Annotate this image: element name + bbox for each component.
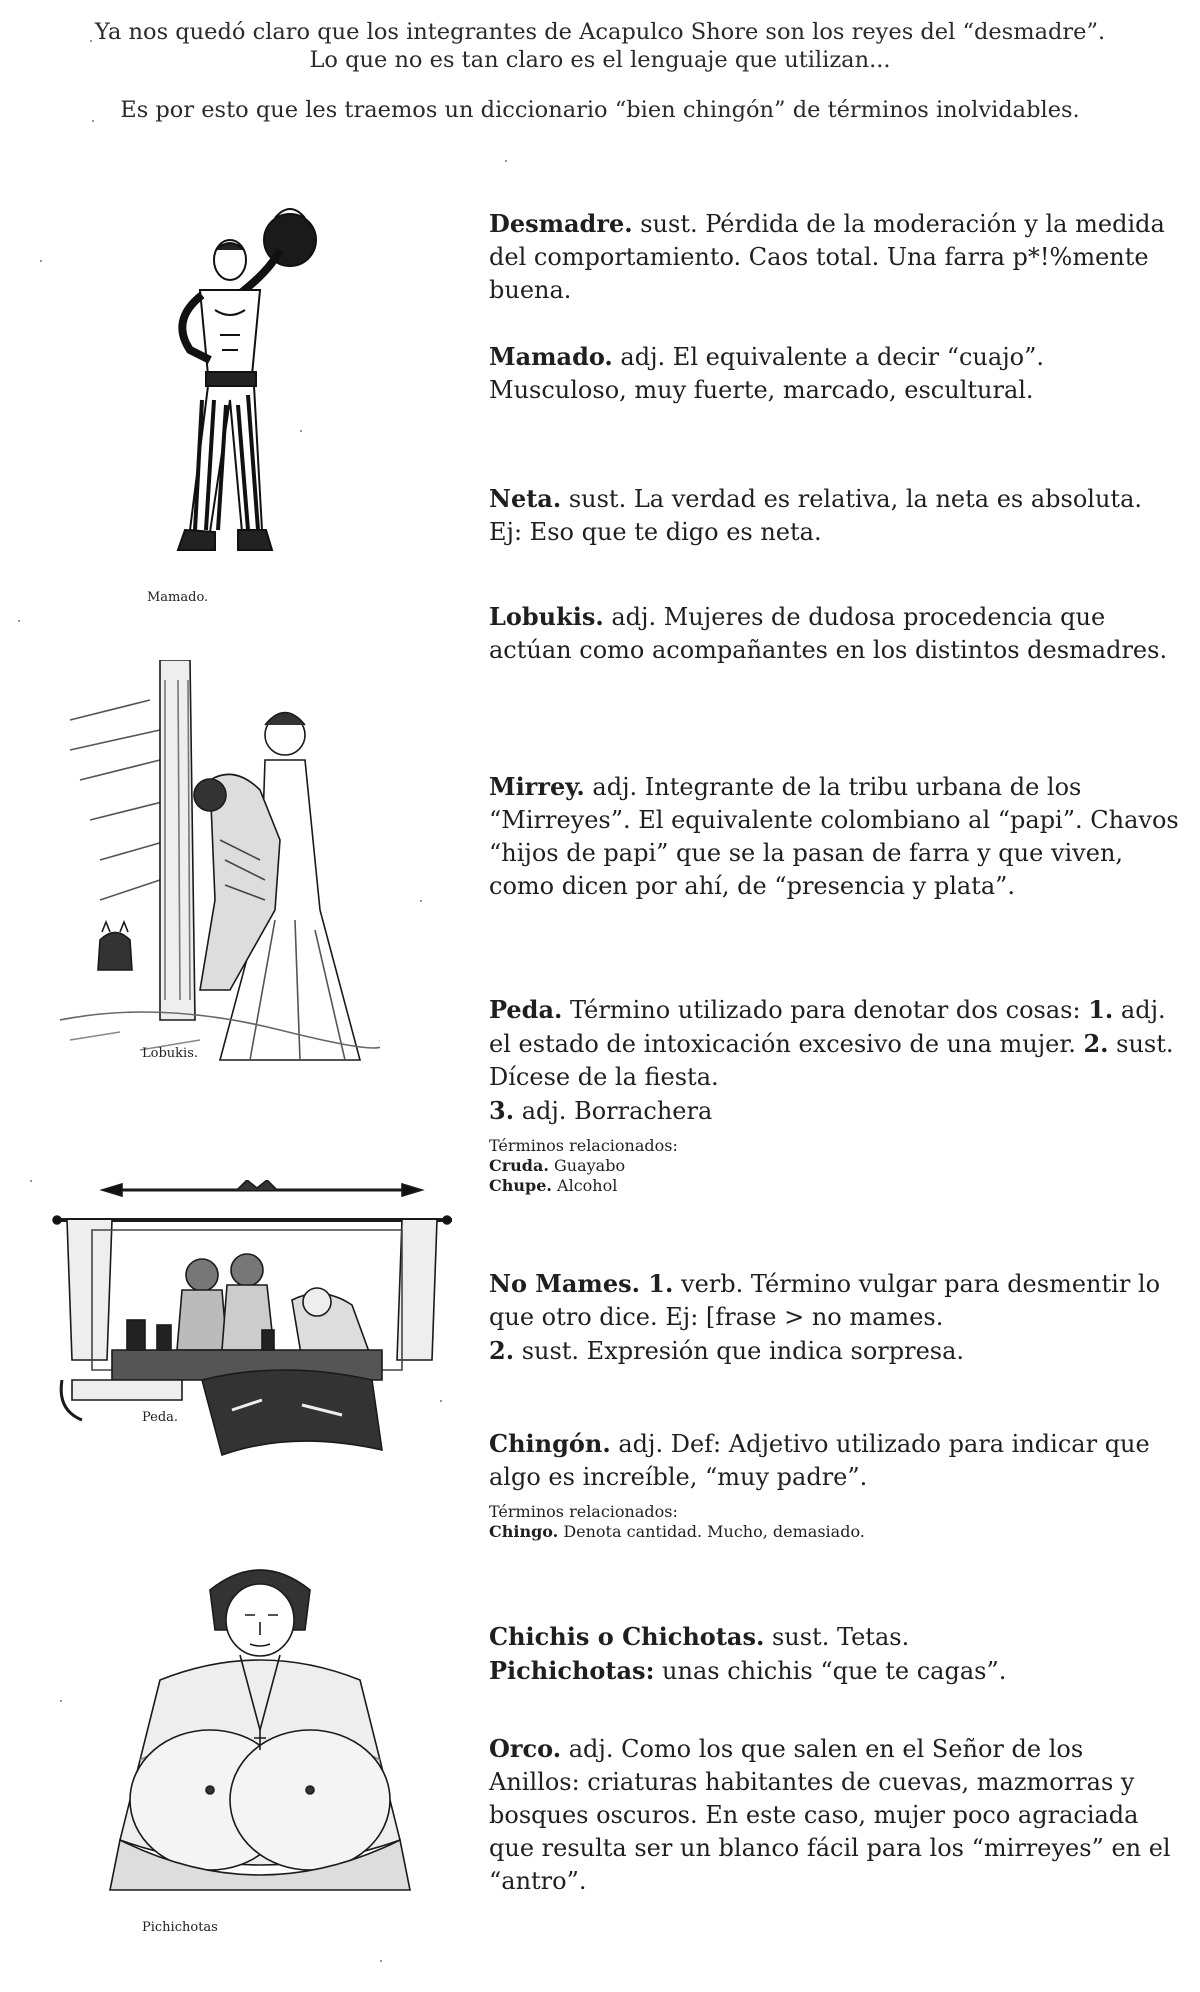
term-mirrey: Mirrey. [489, 772, 585, 801]
definition-chingon: adj. Def: Adjetivo utilizado para indicar que algo es increíble, “muy padre”. [489, 1430, 1150, 1491]
term-chingon: Chingón. [489, 1429, 611, 1458]
term-neta: Neta. [489, 484, 562, 513]
related-term-chupe: Chupe. [489, 1176, 552, 1195]
intro [0, 18, 1200, 124]
speck [40, 260, 42, 262]
entry-mirrey [489, 770, 1179, 903]
caption-mamado: Mamado. [147, 590, 209, 605]
entry-lobukis [489, 600, 1179, 667]
strongman-illustration [130, 200, 330, 580]
related-definition-chingo: Denota cantidad. Mucho, demasiado. [558, 1522, 865, 1541]
term-chichis: Chichis o Chichotas. [489, 1622, 765, 1651]
definition-mirrey: adj. Integrante de la tribu urbana de los “Mirreyes”. El equivalente colombiano al “papi”. Chavos “hijos de papi” que se la pasan de farra y que viven, como dicen por ahí, de “presencia y plata”. [489, 773, 1179, 900]
definition-peda: Término utilizado para denotar dos cosas: [562, 996, 1089, 1024]
definition-no-mames-2: sust. Expresión que indica sorpresa. [514, 1337, 965, 1365]
definition-peda-2: sust. Dícese de la fiesta. [489, 1030, 1174, 1091]
related-definition-cruda: Guayabo [548, 1156, 626, 1175]
caption-peda: Peda. [142, 1410, 179, 1425]
speck [505, 160, 507, 162]
intro-line-1: Ya nos quedó claro que los integrantes de Acapulco Shore son los reyes del “desmadre”. [94, 19, 1106, 45]
intro-line-3: Es por esto que les traemos un diccionario “bien chingón” de términos inolvidables. [120, 97, 1080, 123]
entry-chingon [489, 1427, 1179, 1542]
number-1: 1. [1088, 995, 1114, 1024]
entry-mamado [489, 340, 1179, 407]
number-2: 2. [489, 1336, 515, 1365]
definition-pichichotas: unas chichis “que te cagas”. [654, 1657, 1007, 1685]
intro-line-2: Lo que no es tan claro es el lenguaje que utilizan... [309, 47, 891, 73]
term-pichichotas: Pichichotas: [489, 1656, 655, 1685]
entry-orco [489, 1732, 1179, 1898]
definition-neta: sust. La verdad es relativa, la neta es absoluta. Ej: Eso que te digo es neta. [489, 485, 1143, 546]
number-3: 3. [489, 1096, 515, 1125]
definition-peda-1: adj. el estado de intoxicación excesivo de una mujer. [489, 996, 1166, 1058]
speck [60, 1700, 62, 1702]
drinking-knights-illustration [52, 1180, 452, 1470]
related-terms-chingon [489, 1502, 1179, 1542]
woman-illustration [100, 1560, 420, 1910]
speck [90, 40, 92, 42]
number-1: 1. [639, 1269, 674, 1298]
two-women-illustration [60, 660, 380, 1080]
term-orco: Orco. [489, 1734, 562, 1763]
definition-peda-3: adj. Borrachera [514, 1097, 713, 1125]
related-term-cruda: Cruda. [489, 1156, 549, 1175]
related-definition-chupe: Alcohol [551, 1176, 618, 1195]
entry-desmadre [489, 207, 1179, 307]
caption-pichichotas: Pichichotas [142, 1920, 218, 1935]
definition-lobukis: adj. Mujeres de dudosa procedencia que actúan como acompañantes en los distintos desmadres. [489, 603, 1168, 664]
definition-chichis: sust. Tetas. [764, 1623, 910, 1651]
term-mamado: Mamado. [489, 342, 613, 371]
definition-desmadre: sust. Pérdida de la moderación y la medida del comportamiento. Caos total. Una farra p*!%mente buena. [489, 210, 1165, 304]
definition-orco: adj. Como los que salen en el Señor de los Anillos: criaturas habitantes de cuevas, mazmorras y bosques oscuros. En este caso, mujer poco agraciada que resulta ser un blanco fácil para los “mirreyes” en el “antro”. [489, 1735, 1171, 1895]
related-title: Términos relacionados: [489, 1136, 678, 1155]
caption-lobukis: Lobukis. [142, 1046, 198, 1061]
related-title: Términos relacionados: [489, 1502, 678, 1521]
speck [380, 1960, 382, 1962]
definition-mamado: adj. El equivalente a decir “cuajo”. Musculoso, muy fuerte, marcado, escultural. [489, 343, 1044, 404]
speck [18, 620, 20, 622]
entry-no-mames [489, 1267, 1179, 1368]
term-peda: Peda. [489, 995, 563, 1024]
entry-peda [489, 993, 1179, 1196]
speck [420, 900, 422, 902]
number-2: 2. [1083, 1029, 1109, 1058]
speck [30, 1180, 32, 1182]
related-term-chingo: Chingo. [489, 1522, 559, 1541]
term-no-mames: No Mames. [489, 1269, 640, 1298]
speck [92, 120, 94, 122]
entry-neta [489, 482, 1179, 549]
term-desmadre: Desmadre. [489, 209, 633, 238]
term-lobukis: Lobukis. [489, 602, 604, 631]
entry-chichis [489, 1620, 1179, 1688]
definition-no-mames-1: verb. Término vulgar para desmentir lo que otro dice. Ej: [frase > no mames. [489, 1270, 1161, 1331]
related-terms-peda [489, 1136, 1179, 1196]
